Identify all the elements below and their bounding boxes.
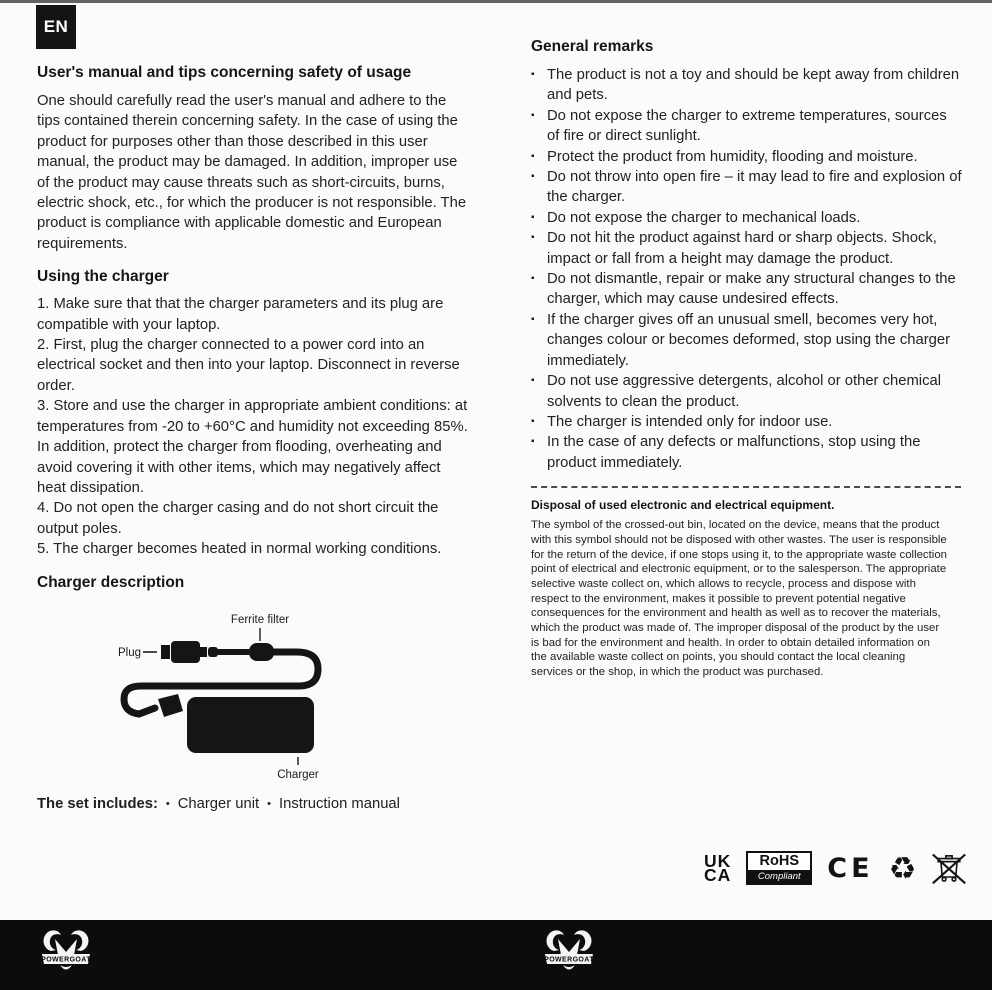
recycle-icon: ♻ — [888, 850, 917, 886]
bullet-marker: ▪ — [531, 436, 535, 448]
ukca-line: UK — [704, 850, 732, 871]
bullet-dot: • — [267, 797, 272, 810]
step-item: 4. Do not open the charger casing and do not short circuit the output poles. — [37, 500, 439, 537]
ferrite-filter-shape — [249, 643, 274, 661]
ukca-mark — [704, 850, 732, 885]
bullet-dot: • — [165, 797, 170, 810]
charger-brick-shape — [187, 697, 314, 753]
remark-item: ▪ The product is not a toy and should be kept away from children and pets. — [531, 65, 963, 106]
bullet-marker: ▪ — [531, 232, 535, 244]
footer-bar — [0, 920, 992, 990]
plug-neck-shape — [200, 647, 207, 657]
bullet-marker: ▪ — [531, 69, 535, 80]
remark-item: ▪ Do not expose the charger to mechanical loads. — [531, 208, 963, 228]
step-item: 3. Store and use the charger in appropriate ambient conditions: at temperatures from -20 to +60°C and humidity not exceeding 85%. In addition, protect the charger from flooding, overheating and avoid covering it with other items, which may negatively affect heat dissipation. — [37, 398, 468, 496]
powergoat-logo — [540, 927, 598, 979]
bullet-marker: ▪ — [531, 109, 535, 121]
remark-item: ▪ Do not dismantle, repair or make any structural changes to the charger, which may cause undesired effects. — [531, 269, 963, 310]
left-column — [37, 64, 473, 812]
bullet-marker: ▪ — [531, 150, 535, 162]
charger-label: Charger — [277, 768, 319, 781]
powergoat-brand-text: POWERGOAT — [41, 956, 91, 964]
disposal-heading: Disposal of used electronic and electrical equipment. — [531, 498, 835, 513]
remark-item: ▪ Do not use aggressive detergents, alcohol or other chemical solvents to clean the product. — [531, 371, 963, 412]
rohs-compliant-label: Compliant — [748, 870, 810, 883]
remark-item: ▪ In the case of any defects or malfunctions, stop using the product immediately. — [531, 432, 963, 473]
ferrite-filter-label: Ferrite filter — [230, 613, 290, 626]
heading-charger-description: Charger description — [37, 573, 185, 591]
disposal-paragraph: The symbol of the crossed-out bin, located on the device, means that the product with this symbol should not be disposed with other wastes. The user is responsible for the return of the device, if one stops using it, to the appropriate waste collection point of electrical and electronic equipment, or to the salesperson. The appropriate selective waste collect on, which allows to recycle, process and dispose with respect to the environment, makes it possible to prevent potential negative consequences for the environment and health as well as to recover the materials, which the product was made of. The improper disposal of the product by the user is bad for the environment and health. In order to obtain detailed information on the available waste collect on points, you should contact the local cleaning services or the shop, in which the product was purchased. — [531, 519, 947, 679]
dashed-divider — [531, 486, 961, 488]
bullet-marker: ▪ — [531, 171, 535, 183]
step-item: 5. The charger becomes heated in normal working conditions. — [37, 541, 442, 558]
general-remarks-list — [531, 65, 963, 473]
remark-item: ▪ If the charger gives off an unusual smell, becomes very hot, changes colour or becomes deformed, stop using the charger immediately. — [531, 310, 963, 371]
bullet-marker: ▪ — [531, 415, 535, 427]
plug-label: Plug — [118, 646, 142, 659]
dc-connector-shape — [158, 694, 183, 717]
plug-body-shape — [171, 641, 200, 663]
bullet-marker: ▪ — [531, 313, 535, 325]
left-heading-safety: User's manual and tips concerning safety of usage — [37, 64, 412, 81]
intro-paragraph: One should carefully read the user's manual and adhere to the tips contained therein concerning safety. In the case of using the product for purposes other than those described in this user manual, the product may be damaged. In addition, improper use of the product may cause threats such as short-circuits, burns, electric shock, etc., for which the producer is not responsible. The product is compliance with applicable domestic and European requirements. — [37, 93, 467, 252]
heading-general-remarks: General remarks — [531, 38, 654, 55]
step-item: 2. First, plug the charger connected to a power cord into an electrical socket and then into your laptop. Disconnect in reverse order. — [37, 337, 460, 394]
powergoat-logo — [37, 927, 95, 979]
set-item: Instruction manual — [279, 795, 400, 812]
rohs-label: RoHS — [748, 853, 810, 870]
rohs-badge — [746, 851, 812, 885]
step-item: 1. Make sure that that the charger parameters and its plug are compatible with your laptop. — [37, 296, 444, 333]
charger-diagram — [37, 600, 457, 790]
bullet-marker: ▪ — [531, 375, 535, 387]
bullet-marker: ▪ — [531, 273, 535, 285]
remark-item: ▪ The charger is intended only for indoor use. — [531, 412, 963, 432]
remark-item: ▪ Protect the product from humidity, flooding and moisture. — [531, 147, 963, 167]
set-includes-label: The set includes: — [37, 795, 158, 812]
ce-mark: CE — [827, 852, 874, 884]
remark-item: ▪ Do not throw into open fire – it may lead to fire and explosion of the charger. — [531, 167, 963, 208]
bullet-marker: ▪ — [531, 211, 535, 223]
cable-bump-shape — [208, 647, 218, 657]
powergoat-brand-text: POWERGOAT — [544, 956, 594, 964]
right-column — [531, 38, 963, 680]
heading-using-charger: Using the charger — [37, 268, 169, 286]
usage-steps — [37, 294, 473, 559]
set-includes-line — [37, 796, 473, 812]
set-item: Charger unit — [177, 795, 260, 812]
ukca-line: CA — [704, 865, 732, 885]
weee-crossed-bin-icon — [931, 850, 967, 886]
remark-item: ▪ Do not expose the charger to extreme temperatures, sources of fire or direct sunlight. — [531, 106, 963, 147]
plug-tip-shape — [161, 645, 170, 659]
certification-row — [704, 848, 967, 888]
remark-item: ▪ Do not hit the product against hard or sharp objects. Shock, impact or fall from a height may damage the product. — [531, 228, 963, 269]
language-badge: EN — [36, 5, 76, 49]
